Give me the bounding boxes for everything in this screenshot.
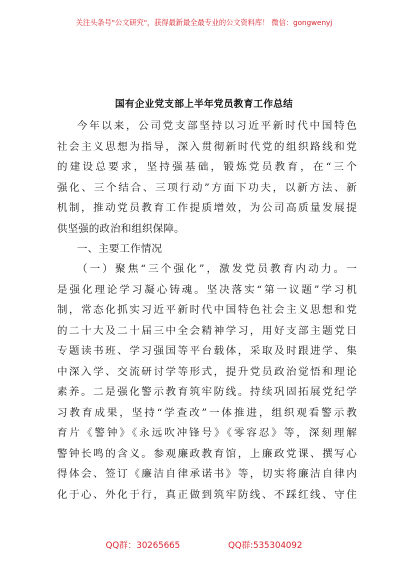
section-line: 制，常态化抓实习近平新时代中国特色社会主义思想和党 (57, 304, 357, 316)
section-paragraph (57, 259, 357, 505)
section-line: 素养。二是强化警示教育筑牢防线。持续巩固拓展党纪学 (57, 386, 357, 398)
section-line: （一）聚焦“三个强化”，激发党员教育内动力。一 (77, 263, 357, 275)
section-heading: 一、主要工作情况 (77, 243, 163, 255)
section-line: 化于心、外化于行，真正做到筑牢防线、不踩红线、守住 (57, 488, 357, 501)
intro-line: 今年以来，公司党支部坚持以习近平新时代中国特色 (77, 120, 357, 132)
section-line: 是强化理论学习凝心铸魂。坚决落实“第一议题”学习机 (57, 283, 357, 296)
document-title: 国有企业党支部上半年党员教育工作总结 (114, 99, 294, 110)
intro-line: 供坚强的政治和组织保障。 (57, 222, 185, 235)
footer-contact-banner (0, 539, 408, 551)
qq-group-1: QQ群：30265665 (105, 541, 181, 551)
section-line: 育片《警钟》《永远吹冲锋号》《零容忍》等，深刻理解 (57, 427, 357, 439)
intro-line: 强化、三个结合、三项行动”方面下功夫，以新方法、新 (57, 181, 357, 194)
section-line: 警钟长鸣的含义。参观廉政教育馆，上廉政党课、撰写心 (57, 447, 357, 460)
intro-line: 的建设总要求，坚持强基础，锻炼党员教育，在“三个 (57, 161, 357, 173)
section-line: 习教育成果，坚持“学查改”一体推进，组织观看警示教 (57, 406, 357, 419)
section-line: 得体会、签订《廉洁自律承诺书》等，切实将廉洁自律内 (57, 468, 357, 480)
intro-line: 机制，推动党员教育工作提质增效，为公司高质量发展提 (57, 202, 357, 214)
section-line: 中深入学、交流研讨学等形式，提升党员政治觉悟和理论 (57, 365, 357, 378)
intro-line: 社会主义思想为指导，深入贯彻新时代党的组织路线和党 (57, 140, 357, 153)
section-line: 专题读书班、学习强国等平台载体，采取及时跟进学、集 (57, 345, 357, 357)
qq-group-2: QQ群:535304092 (228, 541, 303, 551)
intro-paragraph (57, 116, 357, 239)
section-line: 的二十大及二十届三中全会精神学习，用好支部主题党日 (57, 324, 357, 337)
header-promo-banner: 关注头条号"公文研究"，获得最新最全最专业的公文资料库！ 微信：gongwenyj (75, 18, 333, 27)
